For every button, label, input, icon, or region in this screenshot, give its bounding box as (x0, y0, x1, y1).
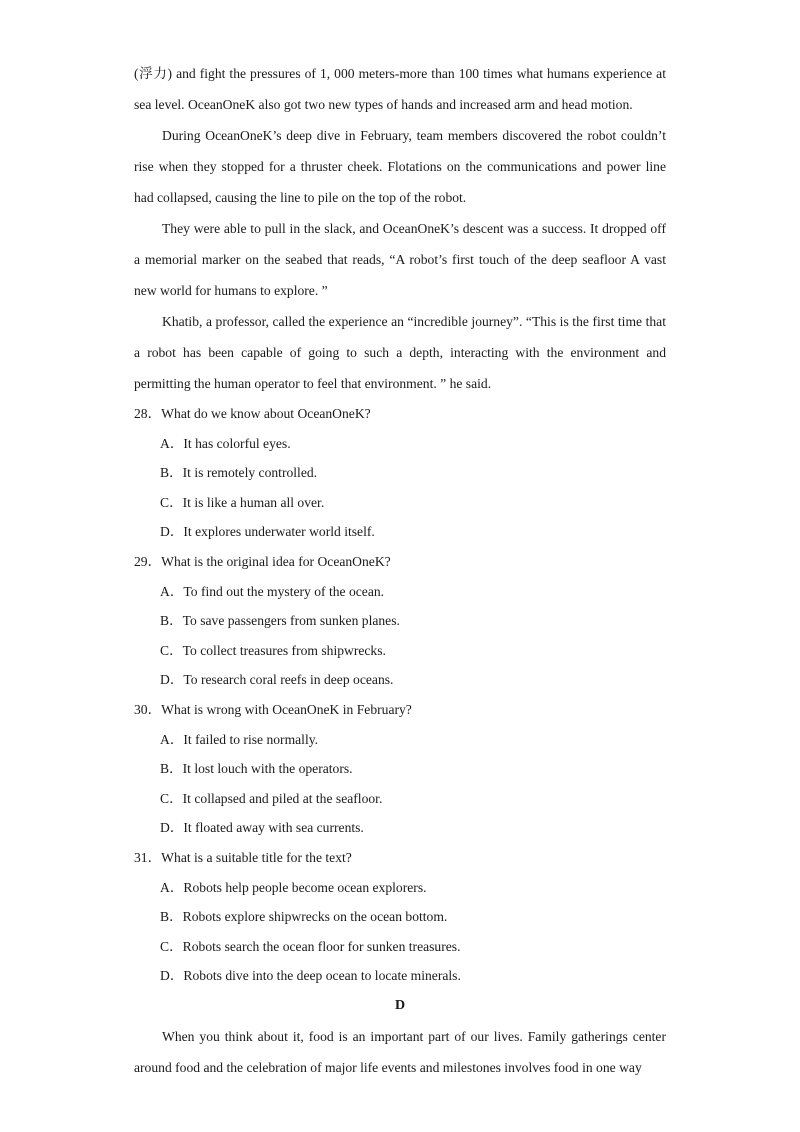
question-stem: 29．What is the original idea for OceanOneK? (134, 553, 391, 569)
answer-option: D．Robots dive into the deep ocean to locate minerals. (160, 968, 461, 984)
answer-option: A．Robots help people become ocean explorers. (160, 879, 427, 895)
question-31 (134, 843, 666, 991)
answer-option: C．It collapsed and piled at the seafloor. (160, 790, 383, 806)
passage-paragraph: Khatib, a professor, called the experience an “incredible journey”. “This is the first time that a robot has been capable of going to such a depth, interacting with the environment and permitting the human operator to feel that environment. ” he said. (134, 314, 666, 391)
question-28 (134, 399, 666, 547)
answer-option: C．Robots search the ocean floor for sunken treasures. (160, 938, 461, 954)
passage-paragraph: (浮力) and fight the pressures of 1, 000 meters-more than 100 times what humans experience at sea level. OceanOneK also got two new types of hands and increased arm and head motion. (134, 66, 666, 112)
document-page (134, 58, 666, 1083)
passage-paragraph: When you think about it, food is an important part of our lives. Family gatherings center around food and the celebration of major life events and milestones involves food in one way (134, 1028, 666, 1075)
answer-option: D．It floated away with sea currents. (160, 820, 364, 836)
answer-option: D．To research coral reefs in deep oceans. (160, 672, 394, 688)
question-stem: 30．What is wrong with OceanOneK in February? (134, 701, 412, 717)
answer-option: A．It has colorful eyes. (160, 435, 291, 451)
answer-option: C．It is like a human all over. (160, 494, 325, 510)
answer-option: B．It lost louch with the operators. (160, 761, 353, 777)
answer-option: B．To save passengers from sunken planes. (160, 613, 400, 629)
passage-paragraph: During OceanOneK’s deep dive in February, team members discovered the robot couldn’t rise when they stopped for a thruster cheek. Flotations on the communications and power line had collapsed, causing the line to pile on the top of the robot. (134, 128, 666, 205)
answer-option: A．It failed to rise normally. (160, 731, 319, 747)
passage-paragraph: They were able to pull in the slack, and OceanOneK’s descent was a success. It dropped off a memorial marker on the seabed that reads, “A robot’s first touch of the deep seafloor A vast new world for humans to explore. ” (134, 221, 666, 298)
section-heading: D (394, 997, 406, 1013)
answer-option: B．Robots explore shipwrecks on the ocean bottom. (160, 909, 448, 925)
question-29 (134, 547, 666, 695)
question-stem: 31．What is a suitable title for the text? (134, 849, 352, 865)
question-30 (134, 695, 666, 843)
question-stem: 28．What do we know about OceanOneK? (134, 406, 371, 421)
answer-option: D．It explores underwater world itself. (160, 524, 375, 540)
answer-option: A．To find out the mystery of the ocean. (160, 583, 385, 599)
answer-option: B．It is remotely controlled. (160, 465, 318, 481)
answer-option: C．To collect treasures from shipwrecks. (160, 642, 386, 658)
